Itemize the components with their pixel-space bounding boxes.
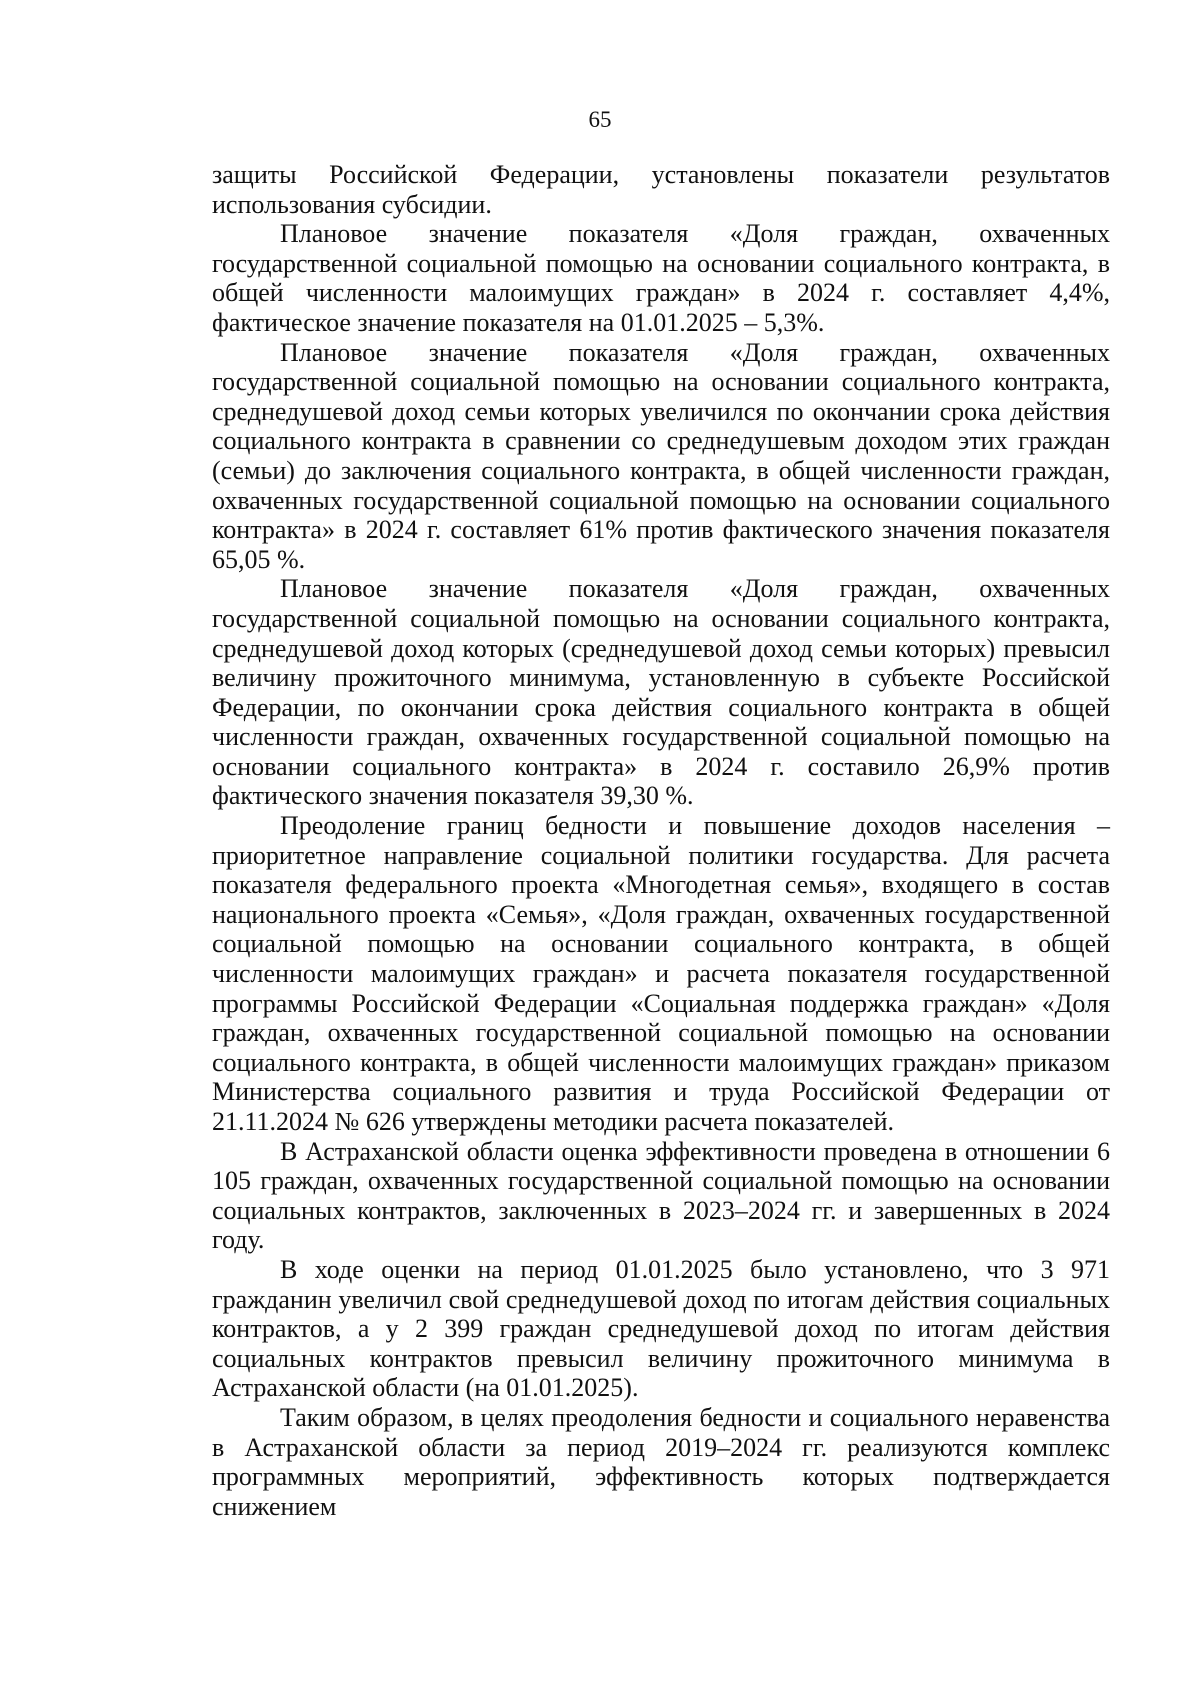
paragraph-8: Таким образом, в целях преодоления бедности и социального неравенства в Астраханской области за период 2019–2024 гг. реализуются комплекс программных мероприятий, эффективность которых подтверждается снижением	[212, 1402, 1110, 1521]
document-body	[212, 160, 1110, 1521]
paragraph-3: Плановое значение показателя «Доля граждан, охваченных государственной социальной помощью на основании социального контракта, среднедушевой доход семьи которых увеличился по окончании срока действия социального контракта в сравнении со среднедушевым доходом этих граждан (семьи) до заключения социального контракта, в общей численности граждан, охваченных государственной социальной помощью на основании социального контракта» в 2024 г. составляет 61% против фактического значения показателя 65,05 %.	[212, 337, 1110, 574]
paragraph-5: Преодоление границ бедности и повышение доходов населения – приоритетное направление социальной политики государства. Для расчета показателя федерального проекта «Многодетная семья», входящего в состав национального проекта «Семья», «Доля граждан, охваченных государственной социальной помощью на основании социального контракта, в общей численности малоимущих граждан» и расчета показателя государственной программы Российской Федерации «Социальная поддержка граждан» «Доля граждан, охваченных государственной социальной помощью на основании социального контракта, в общей численности малоимущих граждан» приказом Министерства социального развития и труда Российской Федерации от 21.11.2024 № 626 утверждены методики расчета показателей.	[212, 811, 1110, 1136]
paragraph-1: защиты Российской Федерации, установлены показатели результатов использования субсидии.	[212, 160, 1110, 219]
paragraph-4: Плановое значение показателя «Доля граждан, охваченных государственной социальной помощью на основании социального контракта, среднедушевой доход которых (среднедушевой доход семьи которых) превысил величину прожиточного минимума, установленную в субъекте Российской Федерации, по окончании срока действия социального контракта в общей численности граждан, охваченных государственной социальной помощью на основании социального контракта» в 2024 г. составило 26,9% против фактического значения показателя 39,30 %.	[212, 574, 1110, 811]
paragraph-7: В ходе оценки на период 01.01.2025 было установлено, что 3 971 гражданин увеличил свой среднедушевой доход по итогам действия социальных контрактов, а у 2 399 граждан среднедушевой доход по итогам действия социальных контрактов превысил величину прожиточного минимума в Астраханской области (на 01.01.2025).	[212, 1254, 1110, 1403]
paragraph-2: Плановое значение показателя «Доля граждан, охваченных государственной социальной помощью на основании социального контракта, в общей численности малоимущих граждан» в 2024 г. составляет 4,4%, фактическое значение показателя на 01.01.2025 – 5,3%.	[212, 219, 1110, 337]
page-number: 65	[588, 107, 612, 132]
paragraph-6: В Астраханской области оценка эффективности проведена в отношении 6 105 граждан, охваченных государственной социальной помощью на основании социальных контрактов, заключенных в 2023–2024 гг. и завершенных в 2024 году.	[212, 1136, 1110, 1255]
